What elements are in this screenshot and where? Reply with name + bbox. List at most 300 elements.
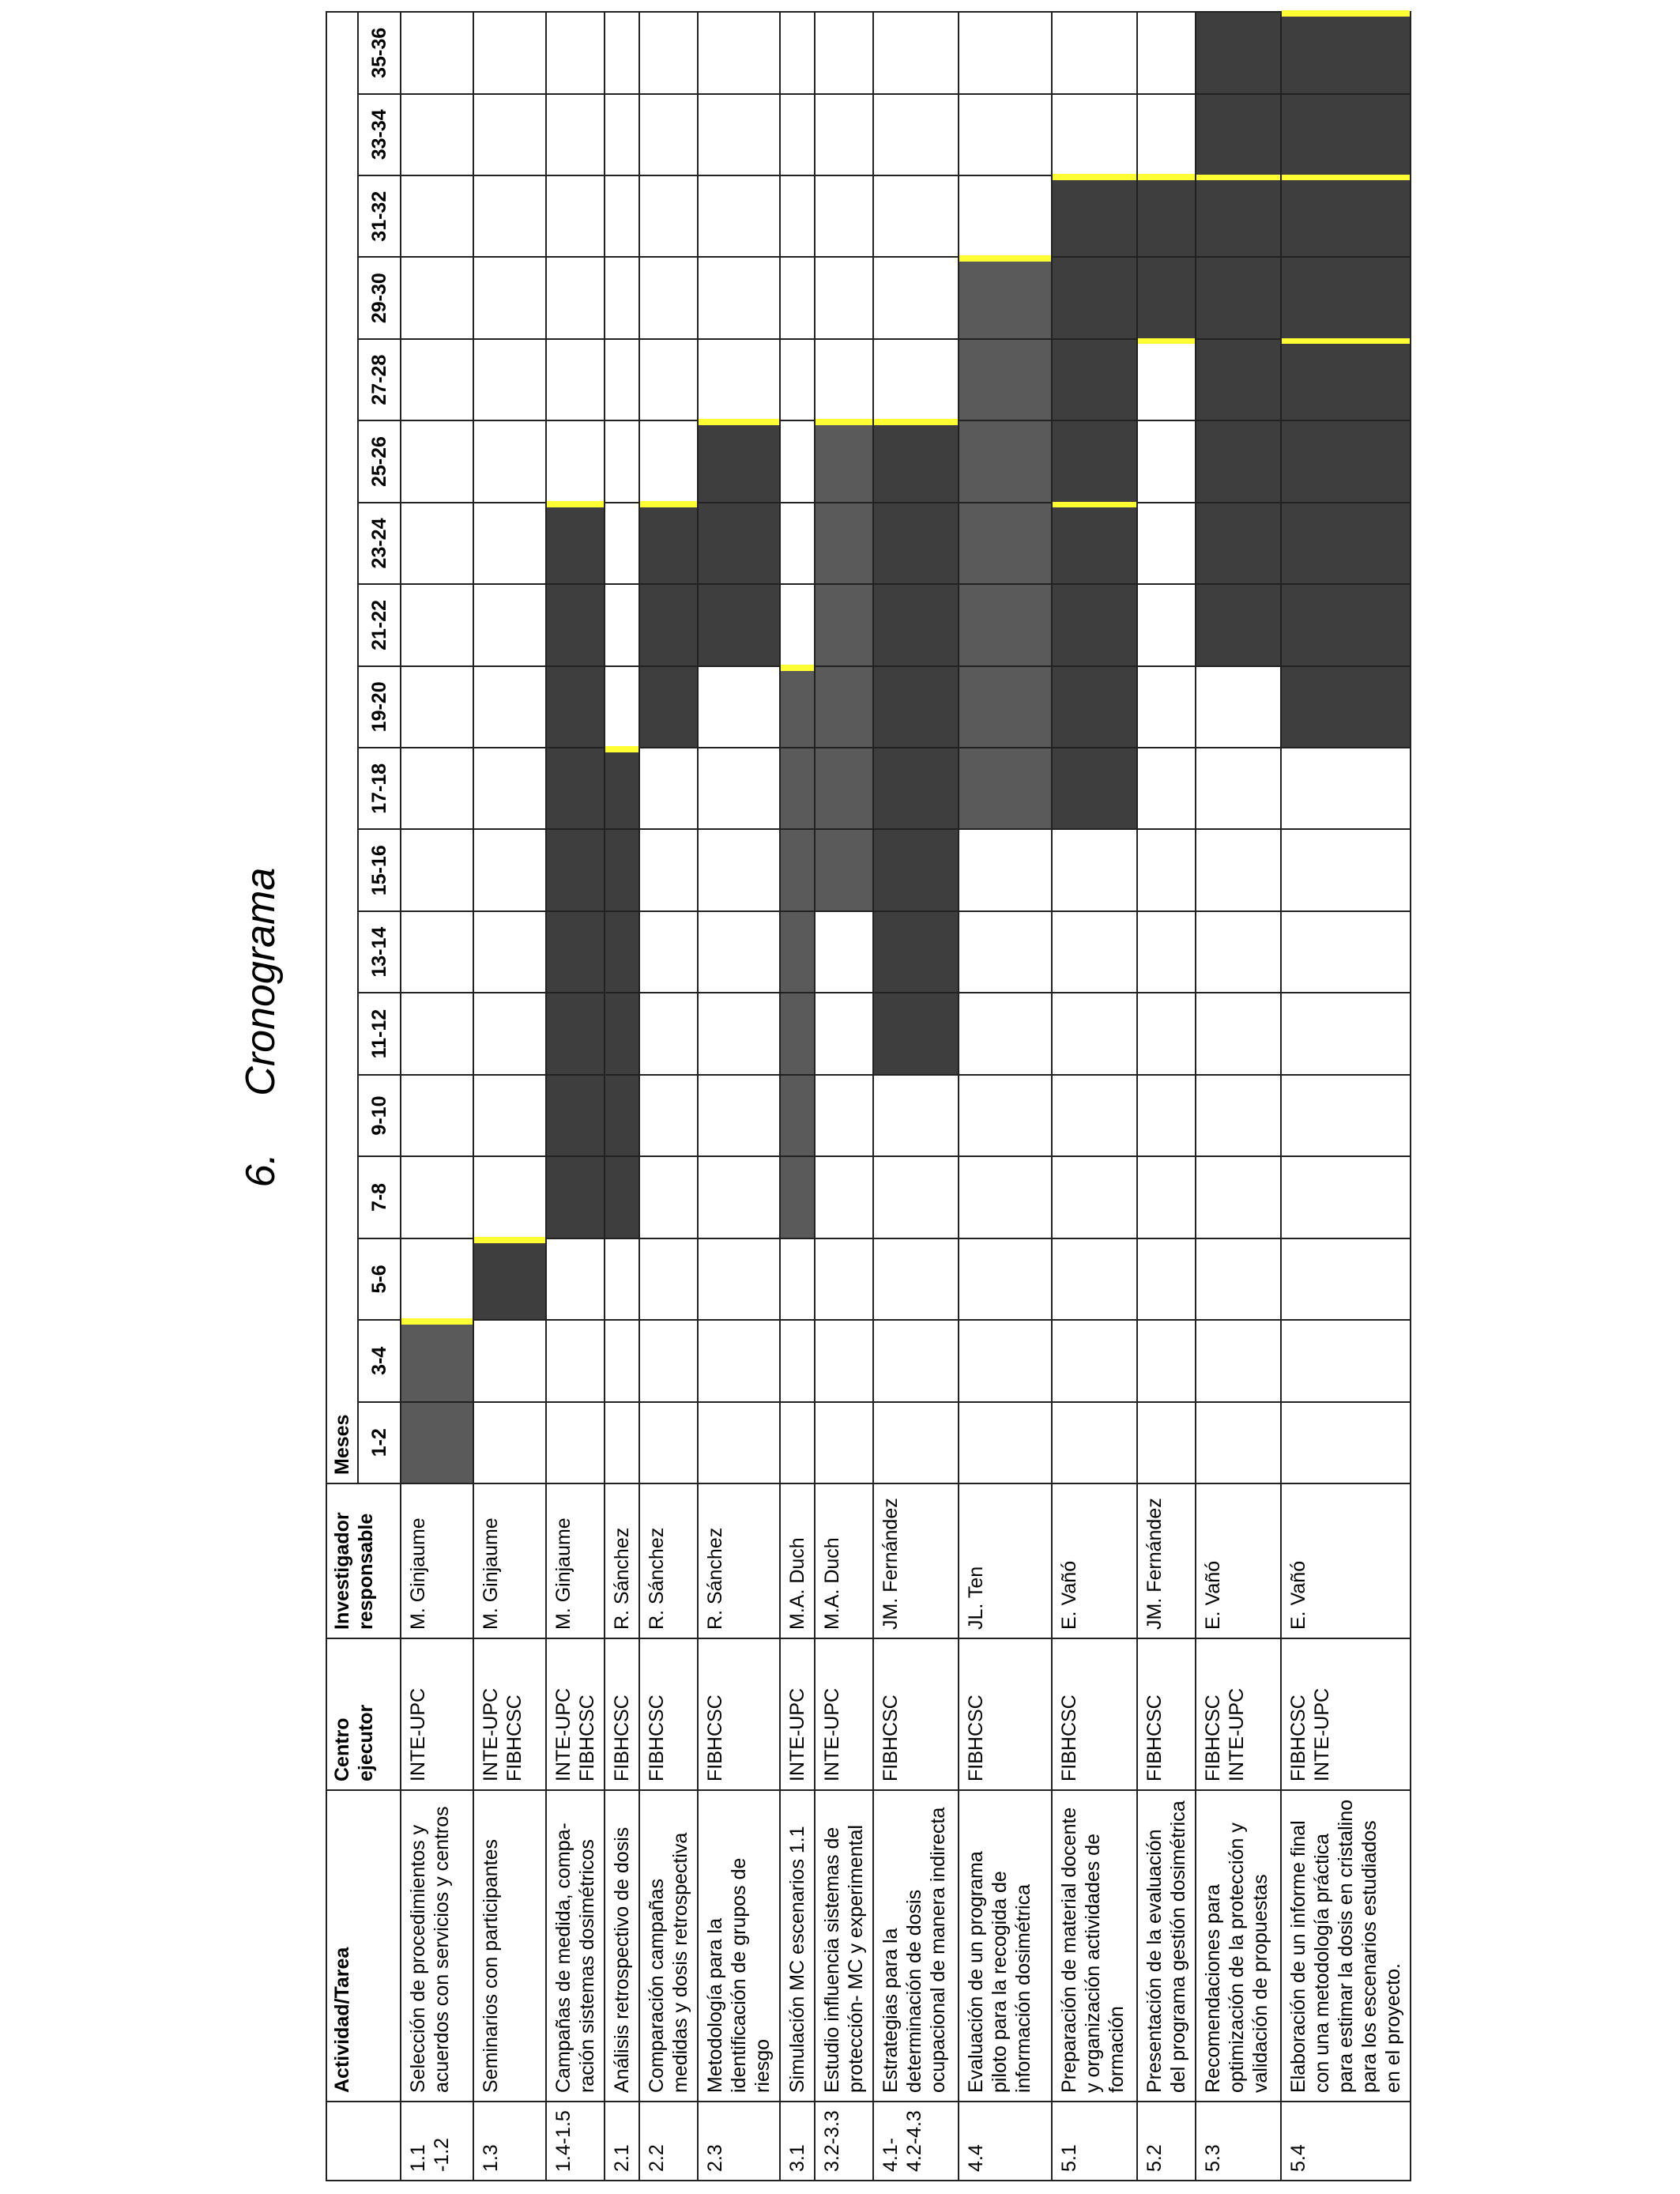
task-centro: FIBHCSC	[873, 1638, 959, 1790]
month-cell	[605, 257, 639, 338]
month-cell	[473, 748, 546, 829]
month-cell	[1196, 830, 1281, 911]
month-cell	[473, 175, 546, 257]
month-cell	[1052, 1320, 1137, 1401]
month-cell	[780, 748, 815, 829]
month-cell	[1052, 1402, 1137, 1483]
task-investigador: M. Ginjaume	[473, 1483, 546, 1638]
month-cell	[1196, 993, 1281, 1074]
month-cell	[639, 1320, 698, 1401]
month-cell	[1196, 94, 1281, 175]
month-cell	[873, 94, 959, 175]
task-code: 2.2	[639, 2102, 698, 2181]
month-cell	[815, 1402, 873, 1483]
month-cell	[401, 666, 473, 748]
task-activity: Seminarios con participantes	[473, 1790, 546, 2102]
month-header: 17-18	[358, 748, 401, 829]
month-cell	[639, 1075, 698, 1156]
month-cell	[959, 1320, 1052, 1401]
month-cell	[473, 911, 546, 993]
month-cell	[815, 1238, 873, 1320]
month-cell	[780, 584, 815, 665]
month-cell	[1196, 1238, 1281, 1320]
month-cell	[1281, 666, 1411, 748]
month-cell	[815, 1075, 873, 1156]
month-header: 9-10	[358, 1075, 401, 1156]
task-code: 5.3	[1196, 2102, 1281, 2181]
month-cell	[639, 1402, 698, 1483]
month-cell	[959, 1402, 1052, 1483]
month-cell	[698, 584, 780, 665]
month-cell	[1052, 748, 1137, 829]
month-header: 5-6	[358, 1238, 401, 1320]
month-cell	[1137, 1402, 1196, 1483]
month-cell	[698, 1156, 780, 1238]
task-code: 5.1	[1052, 2102, 1137, 2181]
month-cell	[1196, 175, 1281, 257]
task-code: 1.4-1.5	[546, 2102, 605, 2181]
month-cell	[546, 339, 605, 420]
month-cell	[698, 1238, 780, 1320]
month-cell	[698, 420, 780, 502]
meses-header: Meses	[326, 12, 358, 1483]
month-cell	[1281, 748, 1411, 829]
month-cell	[959, 993, 1052, 1074]
task-activity: Metodología para la identificación de grupos de riesgo	[698, 1790, 780, 2102]
month-cell	[1196, 748, 1281, 829]
month-cell	[873, 584, 959, 665]
month-cell	[1281, 1156, 1411, 1238]
month-cell	[401, 1238, 473, 1320]
month-cell	[873, 12, 959, 93]
table-row	[639, 12, 698, 2181]
month-cell	[605, 1238, 639, 1320]
task-activity: Preparación de material docente y organización actividades de formación	[1052, 1790, 1137, 2102]
table-row	[473, 12, 546, 2181]
task-centro: FIBHCSC INTE-UPC	[1281, 1638, 1411, 1790]
month-cell	[1137, 257, 1196, 338]
month-cell	[1137, 748, 1196, 829]
month-cell	[1052, 584, 1137, 665]
month-cell	[546, 1075, 605, 1156]
month-cell	[815, 748, 873, 829]
month-cell	[1052, 257, 1137, 338]
month-cell	[605, 339, 639, 420]
month-cell	[959, 257, 1052, 338]
month-cell	[873, 1320, 959, 1401]
month-cell	[1137, 666, 1196, 748]
month-cell	[959, 666, 1052, 748]
month-cell	[605, 420, 639, 502]
task-centro: INTE-UPC	[780, 1638, 815, 1790]
month-cell	[1281, 339, 1411, 420]
task-centro: FIBHCSC INTE-UPC	[1196, 1638, 1281, 1790]
month-cell	[1196, 1320, 1281, 1401]
table-row	[1137, 12, 1196, 2181]
month-header: 1-2	[358, 1402, 401, 1483]
month-cell	[639, 993, 698, 1074]
month-cell	[639, 503, 698, 584]
month-cell	[1281, 175, 1411, 257]
month-cell	[1281, 503, 1411, 584]
month-cell	[473, 12, 546, 93]
month-cell	[1281, 94, 1411, 175]
month-cell	[959, 175, 1052, 257]
task-investigador: M. Ginjaume	[401, 1483, 473, 1638]
task-code: 1.3	[473, 2102, 546, 2181]
month-cell	[1137, 420, 1196, 502]
month-cell	[873, 1402, 959, 1483]
month-cell	[698, 993, 780, 1074]
month-cell	[1196, 503, 1281, 584]
month-cell	[401, 257, 473, 338]
task-investigador: R. Sánchez	[698, 1483, 780, 1638]
month-cell	[1137, 339, 1196, 420]
month-cell	[873, 993, 959, 1074]
month-cell	[780, 420, 815, 502]
month-cell	[1137, 1075, 1196, 1156]
month-cell	[873, 911, 959, 993]
task-activity: Comparación campañas medidas y dosis retrospectiva	[639, 1790, 698, 2102]
task-centro: FIBHCSC	[959, 1638, 1052, 1790]
month-cell	[959, 830, 1052, 911]
month-cell	[815, 911, 873, 993]
month-cell	[1281, 584, 1411, 665]
task-code: 5.4	[1281, 2102, 1411, 2181]
month-header: 33-34	[358, 94, 401, 175]
task-activity: Estudio influencia sistemas de protección- MC y experimental	[815, 1790, 873, 2102]
month-cell	[605, 1156, 639, 1238]
month-cell	[815, 830, 873, 911]
month-cell	[605, 175, 639, 257]
task-investigador: E. Vañó	[1052, 1483, 1137, 1638]
month-cell	[473, 993, 546, 1074]
month-cell	[401, 993, 473, 1074]
month-cell	[873, 1156, 959, 1238]
table-row	[546, 12, 605, 2181]
month-cell	[473, 584, 546, 665]
month-cell	[1052, 830, 1137, 911]
month-cell	[815, 420, 873, 502]
month-cell	[639, 666, 698, 748]
month-cell	[1137, 1156, 1196, 1238]
month-cell	[815, 257, 873, 338]
month-cell	[959, 12, 1052, 93]
month-cell	[605, 911, 639, 993]
month-cell	[401, 830, 473, 911]
month-cell	[780, 339, 815, 420]
month-header: 19-20	[358, 666, 401, 748]
task-activity: Análisis retrospectivo de dosis	[605, 1790, 639, 2102]
month-cell	[1137, 175, 1196, 257]
month-cell	[401, 12, 473, 93]
month-cell	[959, 748, 1052, 829]
month-cell	[780, 911, 815, 993]
month-cell	[873, 175, 959, 257]
task-code: 1.1 -1.2	[401, 2102, 473, 2181]
month-cell	[873, 420, 959, 502]
table-row	[1281, 12, 1411, 2181]
month-cell	[815, 1320, 873, 1401]
cronograma-table	[326, 11, 1411, 2181]
month-cell	[605, 993, 639, 1074]
month-cell	[473, 257, 546, 338]
month-cell	[815, 94, 873, 175]
task-centro: FIBHCSC	[639, 1638, 698, 1790]
month-cell	[546, 175, 605, 257]
month-header: 7-8	[358, 1156, 401, 1238]
month-cell	[873, 830, 959, 911]
month-cell	[873, 666, 959, 748]
month-cell	[546, 1320, 605, 1401]
month-cell	[473, 1156, 546, 1238]
month-header: 15-16	[358, 830, 401, 911]
month-cell	[546, 993, 605, 1074]
task-investigador: E. Vañó	[1196, 1483, 1281, 1638]
section-number: 6.	[238, 1152, 284, 1188]
month-cell	[1052, 1156, 1137, 1238]
month-cell	[639, 257, 698, 338]
month-cell	[873, 1238, 959, 1320]
table-row	[959, 12, 1052, 2181]
month-header: 13-14	[358, 911, 401, 993]
month-cell	[1196, 666, 1281, 748]
month-cell	[1196, 584, 1281, 665]
month-cell	[1281, 830, 1411, 911]
month-cell	[1137, 830, 1196, 911]
task-centro: INTE-UPC	[401, 1638, 473, 1790]
section-title-text: Cronograma	[238, 867, 284, 1096]
task-investigador: M.A. Duch	[780, 1483, 815, 1638]
month-cell	[815, 1156, 873, 1238]
month-cell	[1052, 1238, 1137, 1320]
month-cell	[780, 993, 815, 1074]
task-investigador: JM. Fernández	[1137, 1483, 1196, 1638]
task-investigador: M. Ginjaume	[546, 1483, 605, 1638]
task-activity: Recomendaciones para optimización de la protección y validación de propuestas	[1196, 1790, 1281, 2102]
month-cell	[780, 1320, 815, 1401]
month-cell	[873, 339, 959, 420]
month-cell	[873, 503, 959, 584]
month-cell	[473, 666, 546, 748]
month-cell	[959, 94, 1052, 175]
month-cell	[1052, 911, 1137, 993]
task-activity: Evaluación de un programa piloto para la recogida de información dosimétrica	[959, 1790, 1052, 2102]
task-centro: INTE-UPC FIBHCSC	[473, 1638, 546, 1790]
month-cell	[639, 584, 698, 665]
task-centro: INTE-UPC FIBHCSC	[546, 1638, 605, 1790]
month-cell	[546, 12, 605, 93]
month-cell	[1281, 12, 1411, 93]
month-cell	[815, 175, 873, 257]
month-cell	[546, 94, 605, 175]
month-cell	[473, 420, 546, 502]
month-cell	[639, 339, 698, 420]
month-cell	[1281, 1075, 1411, 1156]
month-cell	[959, 584, 1052, 665]
month-cell	[1196, 420, 1281, 502]
month-header: 35-36	[358, 12, 401, 93]
month-cell	[1196, 257, 1281, 338]
task-code: 4.1-4.2-4.3	[873, 2102, 959, 2181]
month-cell	[959, 420, 1052, 502]
month-cell	[698, 339, 780, 420]
month-cell	[546, 1402, 605, 1483]
month-cell	[959, 911, 1052, 993]
month-cell	[401, 1320, 473, 1401]
header-row-top	[326, 12, 358, 2181]
month-cell	[698, 1075, 780, 1156]
month-cell	[1052, 420, 1137, 502]
month-cell	[605, 1320, 639, 1401]
month-cell	[401, 175, 473, 257]
month-cell	[546, 666, 605, 748]
month-cell	[815, 666, 873, 748]
month-cell	[546, 748, 605, 829]
month-cell	[780, 1238, 815, 1320]
month-cell	[1196, 1402, 1281, 1483]
month-cell	[473, 1238, 546, 1320]
month-header: 3-4	[358, 1320, 401, 1401]
month-cell	[1052, 175, 1137, 257]
table-row	[605, 12, 639, 2181]
month-cell	[1281, 420, 1411, 502]
month-cell	[698, 1402, 780, 1483]
month-cell	[815, 339, 873, 420]
cronograma-page	[326, 13, 1680, 2181]
task-code: 2.1	[605, 2102, 639, 2181]
month-cell	[1052, 1075, 1137, 1156]
task-activity: Selección de procedimientos y acuerdos con servicios y centros	[401, 1790, 473, 2102]
month-cell	[780, 1075, 815, 1156]
month-cell	[1052, 339, 1137, 420]
task-activity: Simulación MC escenarios 1.1	[780, 1790, 815, 2102]
task-code: 3.1	[780, 2102, 815, 2181]
task-investigador: JL. Ten	[959, 1483, 1052, 1638]
month-cell	[473, 1402, 546, 1483]
month-cell	[780, 1156, 815, 1238]
month-cell	[401, 911, 473, 993]
month-cell	[401, 1402, 473, 1483]
month-cell	[780, 830, 815, 911]
month-cell	[1052, 94, 1137, 175]
month-cell	[873, 257, 959, 338]
month-cell	[1052, 503, 1137, 584]
task-activity: Campañas de medida, compa-ración sistemas dosimétricos	[546, 1790, 605, 2102]
month-cell	[780, 503, 815, 584]
month-cell	[473, 94, 546, 175]
month-header: 31-32	[358, 175, 401, 257]
month-cell	[1281, 911, 1411, 993]
month-cell	[401, 339, 473, 420]
month-cell	[1137, 94, 1196, 175]
task-code: 3.2-3.3	[815, 2102, 873, 2181]
month-cell	[780, 94, 815, 175]
month-cell	[401, 94, 473, 175]
month-cell	[605, 584, 639, 665]
investigador-header: Investigador responsable	[326, 1483, 401, 1638]
month-cell	[605, 830, 639, 911]
month-cell	[1281, 1320, 1411, 1401]
month-cell	[639, 12, 698, 93]
cronograma-body	[401, 12, 1411, 2181]
month-header: 11-12	[358, 993, 401, 1074]
table-row	[873, 12, 959, 2181]
task-code: 5.2	[1137, 2102, 1196, 2181]
month-cell	[815, 503, 873, 584]
section-title	[237, 868, 284, 1188]
month-cell	[698, 911, 780, 993]
month-cell	[639, 420, 698, 502]
month-header: 25-26	[358, 420, 401, 502]
month-cell	[546, 830, 605, 911]
month-cell	[959, 1238, 1052, 1320]
month-cell	[780, 12, 815, 93]
code-header	[326, 2102, 401, 2181]
table-row	[815, 12, 873, 2181]
month-cell	[639, 94, 698, 175]
month-cell	[401, 1075, 473, 1156]
month-cell	[1196, 1075, 1281, 1156]
month-cell	[1281, 1238, 1411, 1320]
month-cell	[1137, 503, 1196, 584]
month-cell	[473, 1320, 546, 1401]
month-cell	[959, 1156, 1052, 1238]
task-centro: FIBHCSC	[605, 1638, 639, 1790]
month-cell	[780, 257, 815, 338]
month-cell	[1196, 339, 1281, 420]
month-cell	[780, 1402, 815, 1483]
month-cell	[401, 584, 473, 665]
task-investigador: R. Sánchez	[605, 1483, 639, 1638]
month-cell	[605, 666, 639, 748]
month-cell	[1137, 911, 1196, 993]
month-cell	[1137, 1238, 1196, 1320]
month-cell	[1052, 666, 1137, 748]
month-cell	[698, 175, 780, 257]
month-cell	[1281, 993, 1411, 1074]
table-row	[698, 12, 780, 2181]
month-cell	[401, 420, 473, 502]
month-header: 27-28	[358, 339, 401, 420]
month-cell	[473, 339, 546, 420]
month-header: 29-30	[358, 257, 401, 338]
month-cell	[1137, 1320, 1196, 1401]
month-cell	[815, 12, 873, 93]
month-cell	[698, 503, 780, 584]
month-cell	[698, 257, 780, 338]
month-cell	[639, 1238, 698, 1320]
month-cell	[1196, 1156, 1281, 1238]
month-cell	[698, 748, 780, 829]
month-cell	[1281, 1402, 1411, 1483]
month-cell	[698, 830, 780, 911]
task-centro: FIBHCSC	[1137, 1638, 1196, 1790]
task-investigador: JM. Fernández	[873, 1483, 959, 1638]
month-cell	[959, 1075, 1052, 1156]
month-cell	[1196, 12, 1281, 93]
task-code: 4.4	[959, 2102, 1052, 2181]
centro-header: Centro ejecutor	[326, 1638, 401, 1790]
month-cell	[959, 503, 1052, 584]
task-investigador: R. Sánchez	[639, 1483, 698, 1638]
month-header: 23-24	[358, 503, 401, 584]
month-cell	[605, 748, 639, 829]
task-centro: INTE-UPC	[815, 1638, 873, 1790]
month-cell	[1137, 12, 1196, 93]
month-cell	[780, 666, 815, 748]
month-cell	[639, 911, 698, 993]
